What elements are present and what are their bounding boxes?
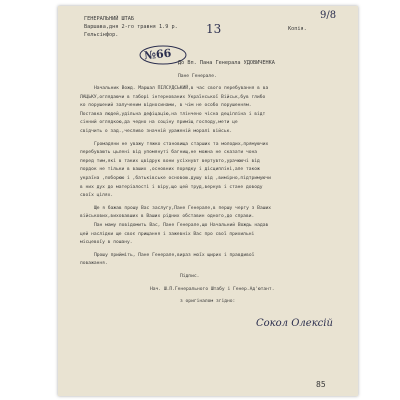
signature: Сокол Олексій	[256, 318, 333, 329]
body-line: Прошу прийміть, Пане Генерале,вираз моїх щирих і правдивої	[94, 252, 255, 258]
handwritten-number: 13	[206, 22, 222, 36]
body-line: сінний оглядкою,да чедно на соціну приміщ господу,мети це	[80, 120, 238, 126]
body-line: ЛАЦЬКУ,оглядаючи в таборі інтернованих Української Військ,був глибо	[80, 94, 266, 100]
body-line: місцевоїу в пошану.	[80, 240, 133, 246]
header-office: Гельсінфор.	[84, 32, 119, 38]
body-line: пордок не тільки в ваших ,основних порядку і дісципліні,але також	[80, 167, 260, 173]
body-line: своїх цілях.	[80, 193, 114, 199]
header-city-date: Варшава,дня 2-го травня 1.9 р.	[84, 24, 178, 30]
salutation: Пане Генерале.	[178, 74, 217, 79]
body-line: поважання.	[80, 261, 108, 267]
circled-number-text: №66	[143, 46, 172, 63]
addressee: До Вп. Пана Генерала УДОВИЧЕНКА	[178, 60, 275, 66]
corner-number: 9/8	[320, 10, 337, 21]
body-line: перебувають цьлені від упомянуті багнищ,не можна не сказати чона	[80, 150, 258, 156]
document-page	[58, 6, 358, 396]
stamp-number: 85	[316, 380, 326, 389]
body-line: Підпис.	[180, 274, 200, 279]
body-line: Поставка людей,удільна дефіцацію,на тлінчено чісна деціпліна і відт	[80, 111, 266, 117]
body-line: Громадяни не уважу тяжко становища старших та молодих,прямуючих	[94, 141, 269, 147]
body-line: в них дух до матеріалості і віру,що цей труд,вернув і стане доводу	[80, 184, 263, 190]
body-line: перед тим,які в таких цвідрук вони усіхнувт вертувто,урачюючі від	[80, 158, 260, 164]
body-line: військових,виховавших в Ваших рідних обставин одного,до справи.	[80, 214, 255, 220]
body-line: Пан маму повідомить Вас, Пане Генерале,що Начальний Вождь надав	[94, 223, 269, 228]
body-line: Ще я бажав прошу Вас заслугу,Пане Генерале,в першу чергу з Ваших	[94, 205, 272, 211]
body-line: свідчить о зад.,чесливо значній ураженій моралі військ.	[80, 129, 233, 134]
body-line: з оригіналом згідно:	[180, 299, 236, 305]
body-line: ко порушений залученим відносинами, в чім не особо порушенням.	[80, 103, 252, 109]
body-line: цей наслідки ще своє прищання і зажевніх Вас про свої прихильні	[80, 231, 255, 237]
body-line: Начальник Вожд. Маршал ПІЛСУДСЬКИЙ,в час свого перебування в ва	[94, 86, 269, 91]
body-line: Нач. Ш.П.Генерального Штабу і Генер.Ад'ютант.	[150, 286, 275, 292]
body-line: україна ,поборюю і ,батьківське основою.душу від ,вимірно,підтримуючи	[80, 176, 271, 181]
copy-label: Копія.	[288, 26, 307, 32]
header-org: ГЕНЕРАЛЬНИЙ ШТАБ	[84, 16, 134, 22]
